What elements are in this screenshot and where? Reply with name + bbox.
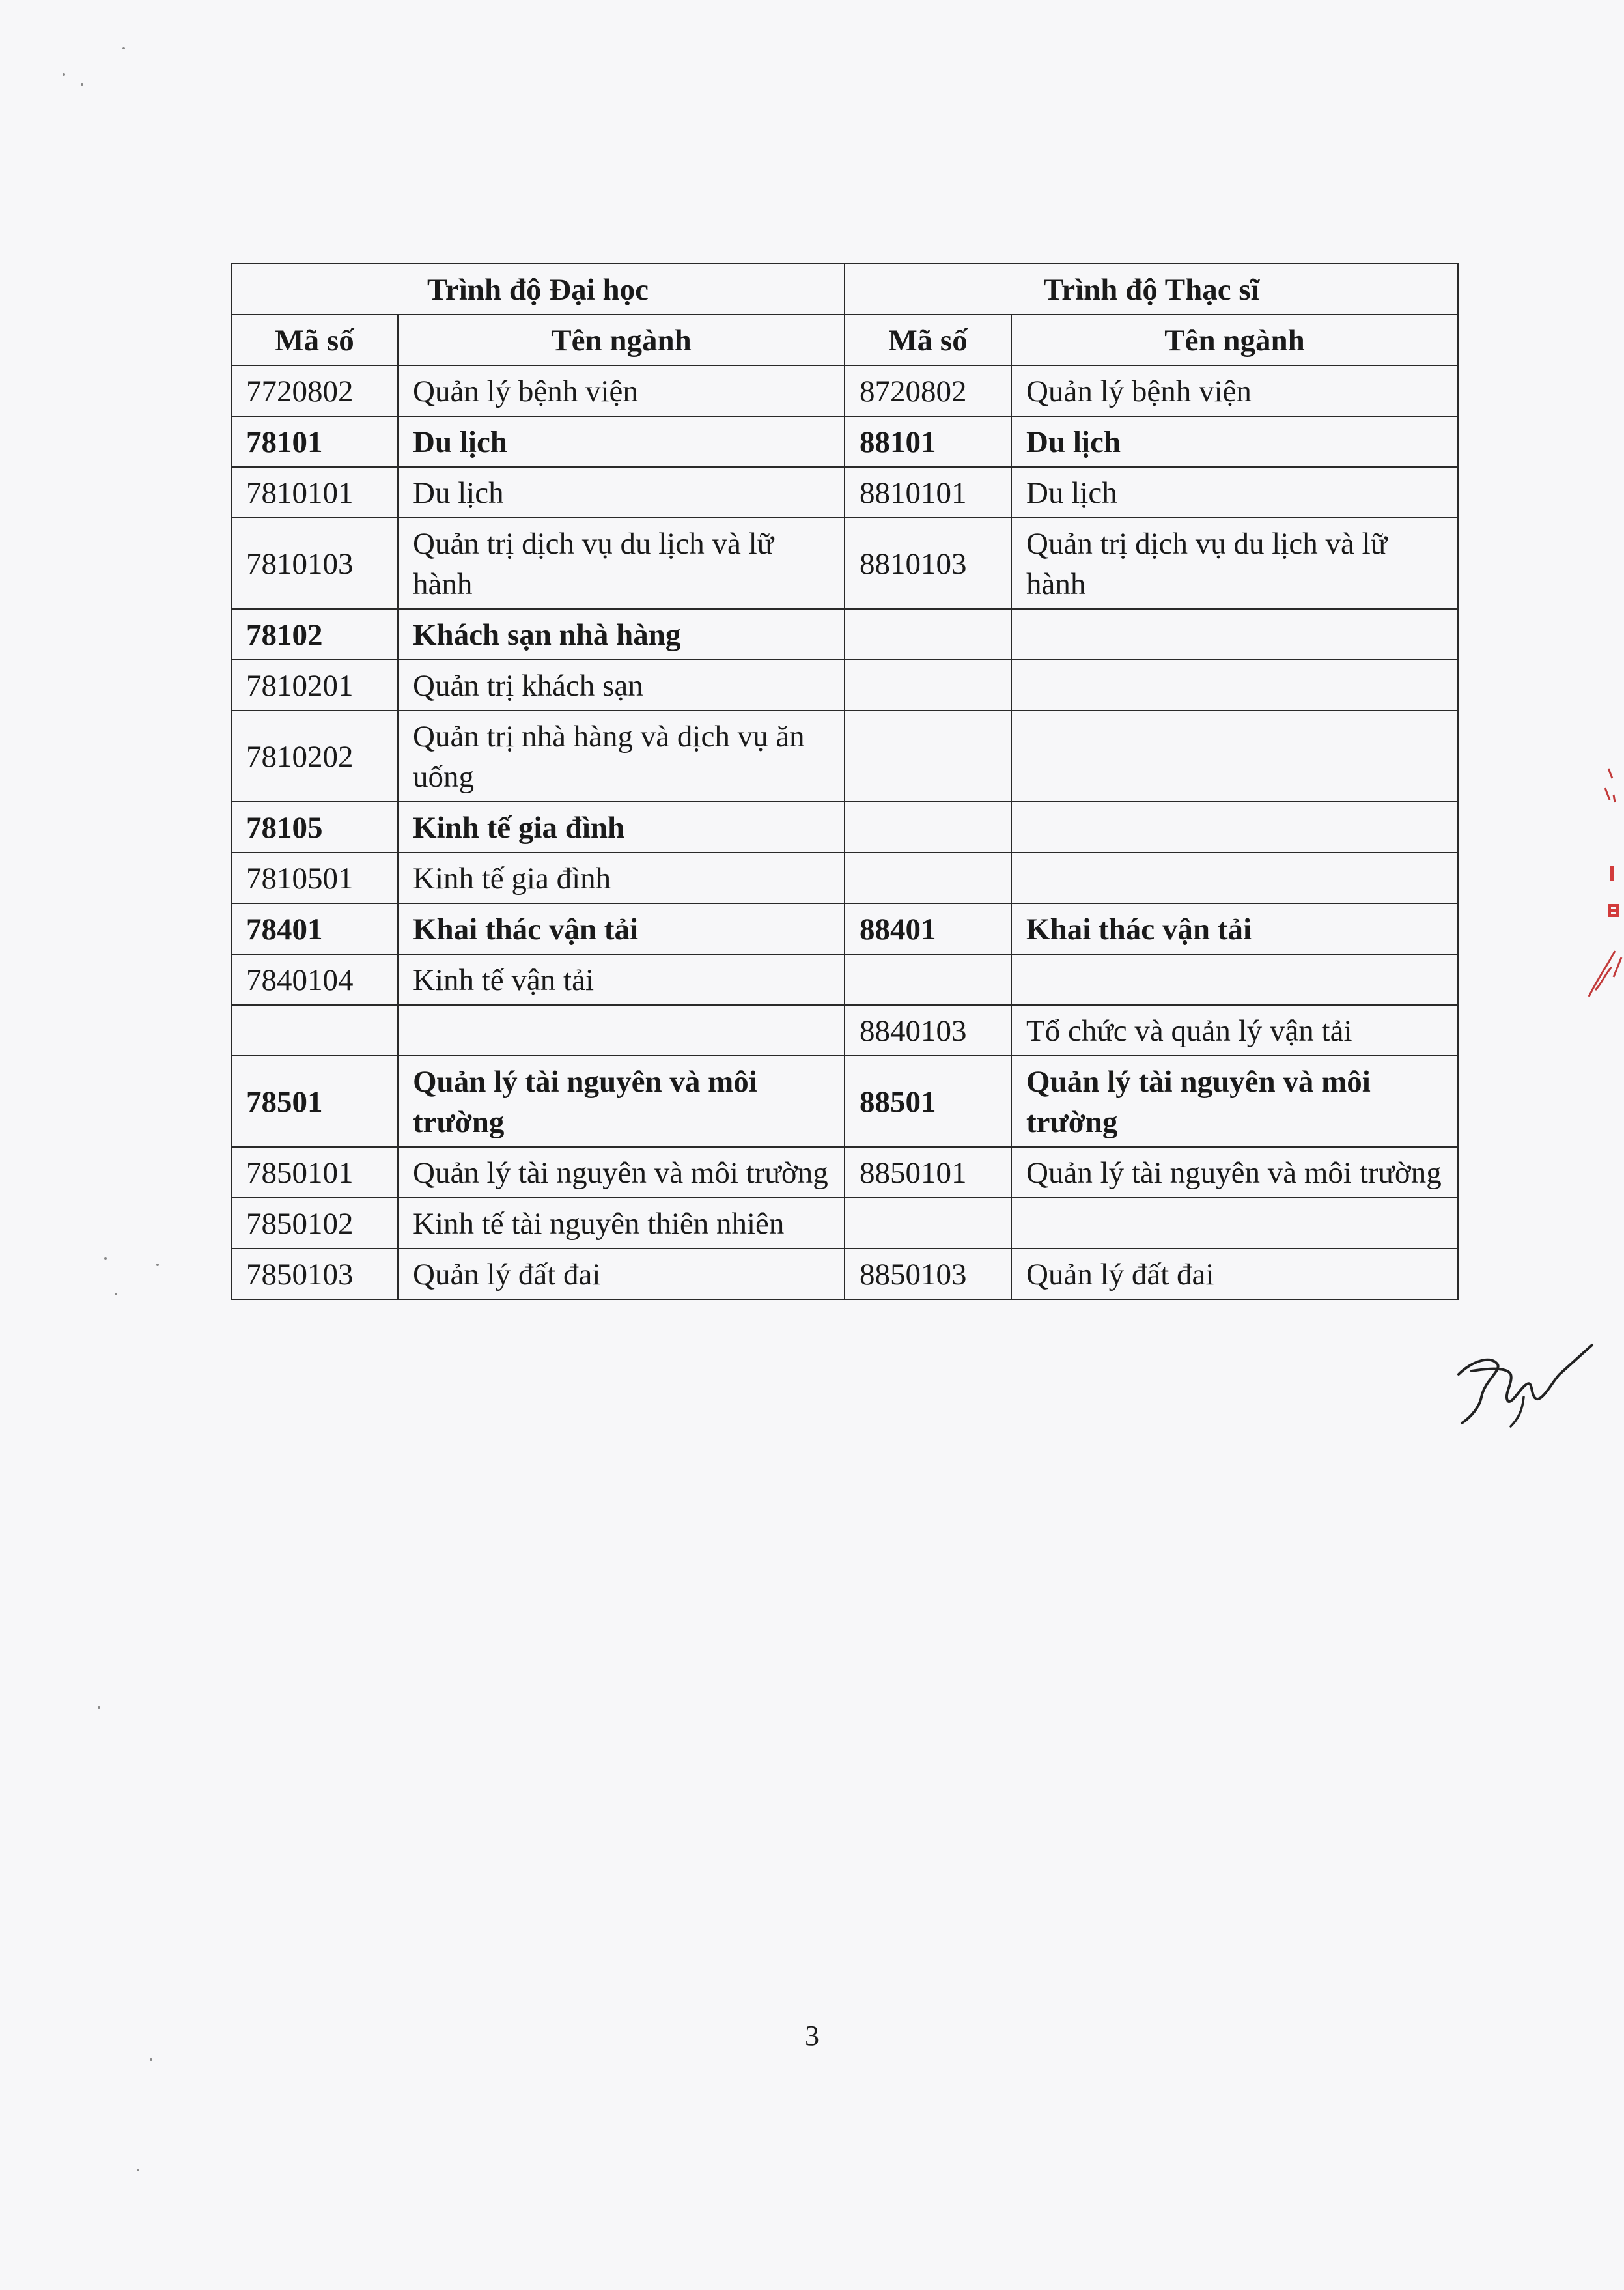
master-code-cell: [845, 609, 1011, 660]
undergrad-code-cell: 78401: [231, 903, 398, 954]
signature: [1446, 1335, 1595, 1433]
master-code-cell: [845, 802, 1011, 853]
stamp-edge-marks: [1576, 756, 1624, 1029]
master-name-cell: [1011, 802, 1458, 853]
table-row: [231, 1056, 1458, 1147]
master-code-cell: 8720802: [845, 365, 1011, 416]
table-row: [231, 660, 1458, 711]
table-row: [231, 365, 1458, 416]
scan-speck: [156, 1264, 159, 1266]
master-name-cell: [1011, 853, 1458, 903]
master-name-cell: Quản lý bệnh viện: [1011, 365, 1458, 416]
master-code-cell: [845, 660, 1011, 711]
scan-speck: [104, 1257, 107, 1260]
undergrad-code-cell: 7810202: [231, 711, 398, 802]
undergrad-name-cell: Quản trị dịch vụ du lịch và lữ hành: [398, 518, 845, 609]
page-number: 3: [805, 2020, 819, 2052]
table-row: [231, 802, 1458, 853]
master-code-cell: 88501: [845, 1056, 1011, 1147]
undergrad-name-cell: Quản lý đất đai: [398, 1249, 845, 1299]
scan-speck: [63, 73, 65, 76]
undergrad-name-cell: Quản trị khách sạn: [398, 660, 845, 711]
undergrad-name-cell: Quản lý tài nguyên và môi trường: [398, 1056, 845, 1147]
undergrad-name-cell: Quản trị nhà hàng và dịch vụ ăn uống: [398, 711, 845, 802]
scan-speck: [150, 2058, 152, 2061]
master-code-cell: 8810101: [845, 467, 1011, 518]
undergrad-name-cell: Du lịch: [398, 467, 845, 518]
master-code-cell: 8840103: [845, 1005, 1011, 1056]
undergrad-name-cell: Quản lý tài nguyên và môi trường: [398, 1147, 845, 1198]
scan-speck: [122, 47, 125, 49]
undergrad-name-header: Tên ngành: [398, 315, 845, 365]
undergrad-code-cell: 7810101: [231, 467, 398, 518]
undergrad-code-cell: 7840104: [231, 954, 398, 1005]
master-code-cell: 88401: [845, 903, 1011, 954]
table-row: [231, 518, 1458, 609]
undergrad-name-cell: Khách sạn nhà hàng: [398, 609, 845, 660]
master-code-cell: [845, 1198, 1011, 1249]
undergrad-code-cell: 7850102: [231, 1198, 398, 1249]
master-name-cell: Quản lý đất đai: [1011, 1249, 1458, 1299]
scan-speck: [98, 1706, 100, 1709]
table-row: [231, 416, 1458, 467]
table-row: [231, 954, 1458, 1005]
master-name-cell: Khai thác vận tải: [1011, 903, 1458, 954]
undergrad-code-cell: 78102: [231, 609, 398, 660]
scan-speck: [137, 2169, 139, 2171]
table-row: [231, 853, 1458, 903]
master-code-cell: 8810103: [845, 518, 1011, 609]
undergrad-code-cell: 78501: [231, 1056, 398, 1147]
master-code-cell: 88101: [845, 416, 1011, 467]
master-name-cell: Quản lý tài nguyên và môi trường: [1011, 1147, 1458, 1198]
undergrad-code-cell: 7810201: [231, 660, 398, 711]
master-name-cell: Tổ chức và quản lý vận tải: [1011, 1005, 1458, 1056]
undergrad-name-cell: Kinh tế tài nguyên thiên nhiên: [398, 1198, 845, 1249]
table-body: [231, 365, 1458, 1299]
undergrad-code-cell: 7850101: [231, 1147, 398, 1198]
undergrad-name-cell: Khai thác vận tải: [398, 903, 845, 954]
master-code-cell: 8850101: [845, 1147, 1011, 1198]
table-row: [231, 609, 1458, 660]
master-header: Trình độ Thạc sĩ: [845, 264, 1458, 315]
table-row: [231, 1005, 1458, 1056]
undergrad-name-cell: Du lịch: [398, 416, 845, 467]
undergrad-code-cell: [231, 1005, 398, 1056]
table-row: [231, 1198, 1458, 1249]
table-row: [231, 467, 1458, 518]
undergrad-code-cell: 7810501: [231, 853, 398, 903]
master-name-cell: [1011, 609, 1458, 660]
undergrad-code-cell: 78101: [231, 416, 398, 467]
table-row: [231, 903, 1458, 954]
master-name-cell: [1011, 1198, 1458, 1249]
undergrad-name-cell: Kinh tế vận tải: [398, 954, 845, 1005]
undergrad-code-cell: 7850103: [231, 1249, 398, 1299]
undergrad-code-header: Mã số: [231, 315, 398, 365]
scan-speck: [115, 1293, 117, 1295]
undergrad-name-cell: Kinh tế gia đình: [398, 802, 845, 853]
undergrad-code-cell: 7810103: [231, 518, 398, 609]
undergrad-name-cell: [398, 1005, 845, 1056]
master-name-cell: Du lịch: [1011, 467, 1458, 518]
master-code-cell: [845, 853, 1011, 903]
scan-speck: [81, 83, 83, 86]
master-code-cell: [845, 954, 1011, 1005]
majors-table: [231, 263, 1459, 1300]
master-code-cell: [845, 711, 1011, 802]
group-header-row: [231, 264, 1458, 315]
table-row: [231, 1249, 1458, 1299]
master-name-cell: Quản trị dịch vụ du lịch và lữ hành: [1011, 518, 1458, 609]
master-code-cell: 8850103: [845, 1249, 1011, 1299]
master-name-cell: [1011, 660, 1458, 711]
table-row: [231, 1147, 1458, 1198]
undergrad-code-cell: 78105: [231, 802, 398, 853]
table-row: [231, 711, 1458, 802]
undergrad-code-cell: 7720802: [231, 365, 398, 416]
master-name-cell: [1011, 711, 1458, 802]
master-name-header: Tên ngành: [1011, 315, 1458, 365]
undergrad-name-cell: Kinh tế gia đình: [398, 853, 845, 903]
undergrad-header: Trình độ Đại học: [231, 264, 845, 315]
undergrad-name-cell: Quản lý bệnh viện: [398, 365, 845, 416]
master-name-cell: Du lịch: [1011, 416, 1458, 467]
column-header-row: [231, 315, 1458, 365]
master-code-header: Mã số: [845, 315, 1011, 365]
master-name-cell: Quản lý tài nguyên và môi trường: [1011, 1056, 1458, 1147]
master-name-cell: [1011, 954, 1458, 1005]
